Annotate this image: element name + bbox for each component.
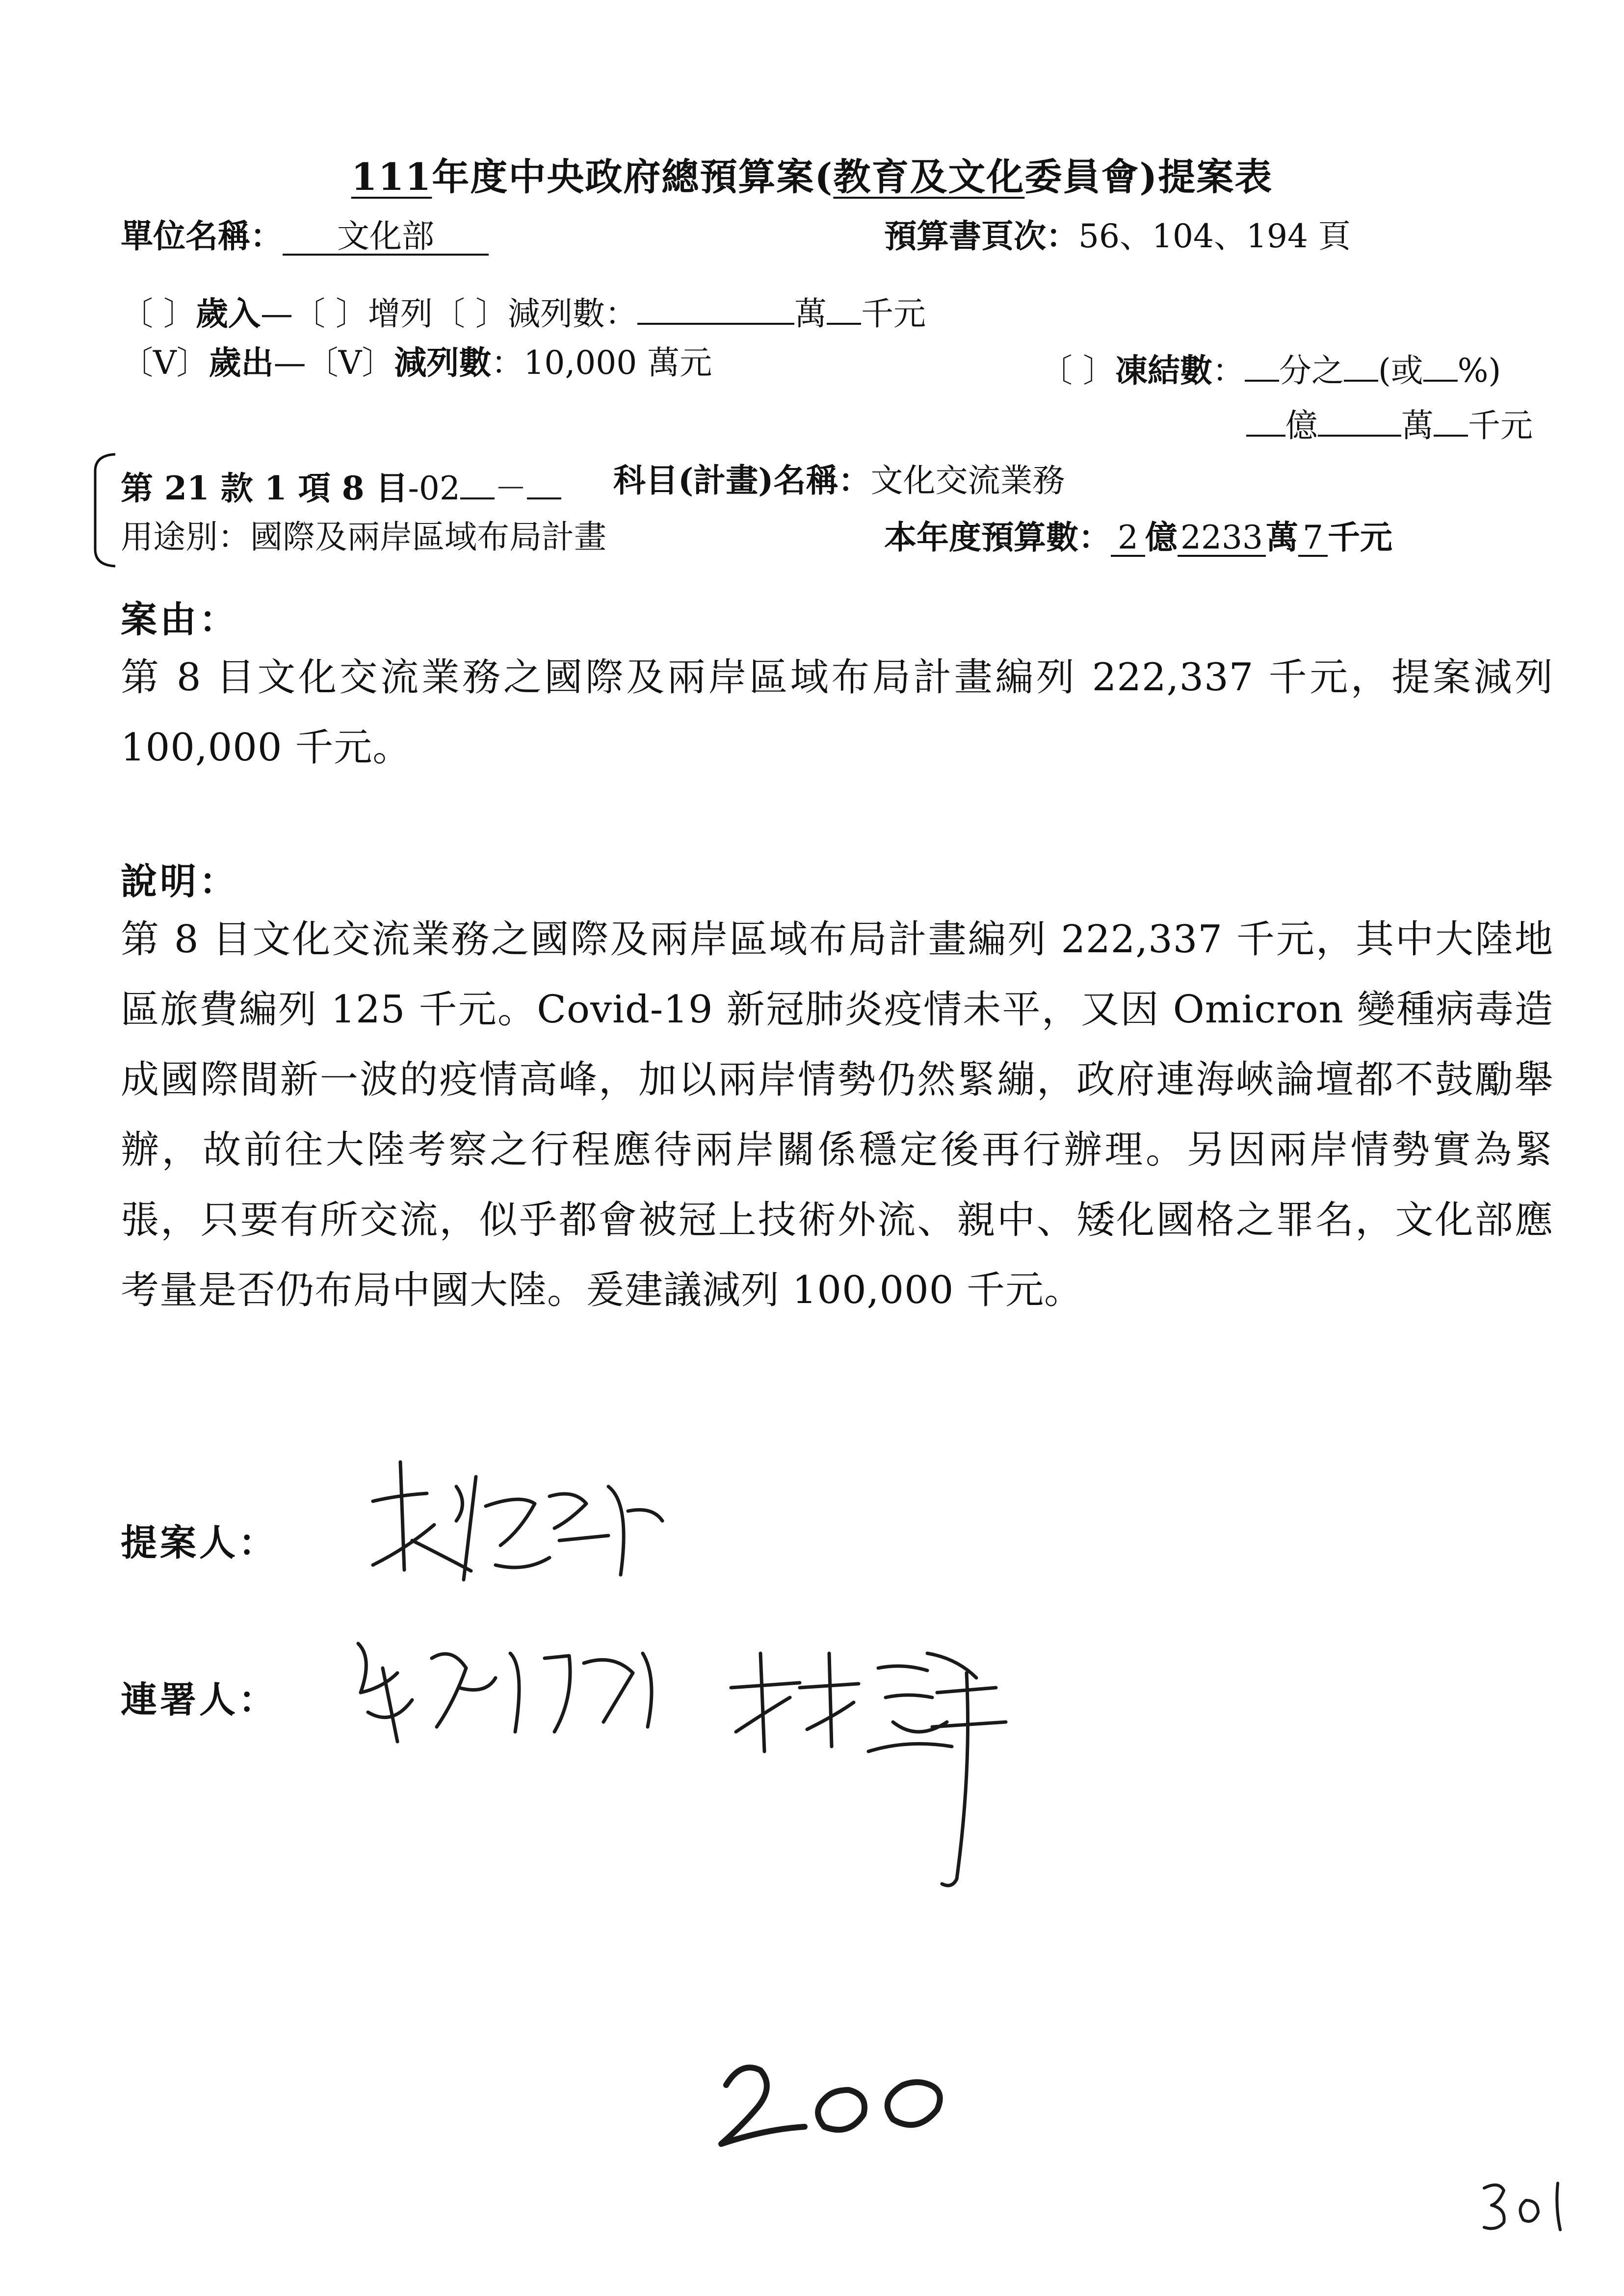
proposer-label: 提案人：	[121, 1522, 278, 1564]
proposer-signature	[353, 1442, 677, 1619]
handwritten-number-200	[707, 2041, 962, 2154]
expenditure-row	[121, 343, 712, 382]
title-year: 111	[351, 155, 432, 199]
revenue-dash: —	[260, 295, 293, 333]
freeze-check: 〔 〕	[1040, 352, 1115, 390]
budget-row	[884, 518, 1392, 557]
freeze-huo: (或	[1378, 352, 1423, 390]
freeze-pct-blank	[1423, 346, 1458, 382]
item-code-blank1	[460, 464, 495, 499]
expenditure-value: ：10,000 萬元	[491, 344, 712, 382]
expenditure-label: 歲出	[209, 343, 274, 382]
revenue-check: 〔 〕	[121, 295, 196, 333]
cosigner-signature-1	[339, 1614, 682, 1771]
subject-value: 文化交流業務	[870, 462, 1065, 499]
unit-row	[121, 217, 489, 256]
revenue-label: 歲入	[195, 294, 261, 333]
revenue-qian-blank	[827, 289, 861, 325]
budget-wan-num: 2233	[1178, 522, 1266, 557]
freeze-qian-blank	[1434, 401, 1468, 437]
revenue-qian: 千元	[861, 295, 926, 333]
budget-wan: 萬	[1266, 518, 1298, 556]
item-dash: －	[494, 470, 527, 507]
subject-label: 科目(計畫)名稱：	[613, 461, 871, 499]
freeze-row	[1040, 346, 1501, 390]
item-code-blank2	[527, 464, 561, 499]
cosigner-signature-2	[721, 1624, 1016, 1899]
bracket-mark	[88, 451, 118, 569]
document-title	[0, 147, 1624, 201]
freeze-den-blank	[1344, 346, 1378, 382]
reason-heading: 案由：	[121, 599, 238, 641]
use-row	[121, 518, 606, 556]
revenue-dec-label: 減列數：	[507, 295, 637, 333]
subject-row	[613, 461, 1065, 499]
freeze-yi: 億	[1285, 407, 1318, 444]
expenditure-dec-label: 減列數	[394, 343, 492, 382]
freeze-label: 凍結數	[1115, 351, 1212, 390]
expenditure-check: 〔V〕	[121, 344, 209, 382]
title-part2: 委員會)提案表	[1024, 155, 1273, 199]
page-number-text: 301	[1492, 2257, 1520, 2274]
expenditure-dec-check: 〔V〕	[306, 344, 394, 382]
freeze-wan: 萬	[1401, 407, 1434, 444]
title-committee: 教育及文化	[833, 155, 1025, 199]
freeze-pct: %)	[1457, 352, 1501, 390]
revenue-row	[121, 289, 926, 333]
explanation-heading: 說明：	[121, 861, 238, 903]
reason-text: 第 8 目文化交流業務之國際及兩岸區域布局計畫編列 222,337 千元，提案減列 100,000 千元。	[121, 655, 1553, 770]
revenue-inc-label: 增列	[367, 295, 433, 333]
pages-row	[884, 217, 1351, 255]
pages-value: 56、104、194 頁	[1078, 217, 1351, 255]
unit-label: 單位名稱：	[121, 217, 283, 255]
expenditure-dash: —	[273, 344, 306, 382]
item-code: -02	[408, 470, 460, 507]
pages-label: 預算書頁次：	[884, 217, 1078, 255]
explanation-text: 第 8 目文化交流業務之國際及兩岸區域布局計畫編列 222,337 千元，其中大陸地區旅費編列 125 千元。Covid-19 新冠肺炎疫情未平，又因 Omicron 變種病毒造成國際間新一波的疫情高峰，加以兩岸情勢仍然緊繃，政府連海峽論壇都不鼓勵舉辦，故前往大陸考察之行程應待兩岸關係穩定後再行辦理。另因兩岸情勢實為緊張，只要有所交流，似乎都會被冠上技術外流、親中、矮化國格之罪名，文化部應考量是否仍布局中國大陸。爰建議減列 100,000 千元。	[121, 917, 1553, 1312]
budget-label: 本年度預算數：	[884, 518, 1111, 556]
use-value: 國際及兩岸區域布局計畫	[250, 518, 606, 556]
freeze-amount-row	[1246, 401, 1533, 442]
freeze-yi-blank	[1246, 401, 1285, 437]
title-part1: 年度中央政府總預算案(	[432, 155, 834, 199]
freeze-qian: 千元	[1468, 407, 1533, 444]
freeze-num-blank	[1245, 346, 1279, 382]
cosigners-label: 連署人：	[121, 1679, 278, 1721]
budget-qian-num: 7	[1298, 522, 1328, 557]
revenue-blank	[637, 289, 794, 325]
freeze-wan-blank	[1318, 401, 1401, 437]
item-row	[121, 464, 561, 505]
budget-yi-num: 2	[1111, 522, 1145, 557]
freeze-colon: ：	[1212, 352, 1245, 390]
use-label: 用途別：	[121, 518, 250, 556]
budget-qian: 千元	[1328, 518, 1392, 556]
freeze-fen: 分之	[1279, 352, 1344, 390]
revenue-dec-check: 〔 〕	[432, 295, 508, 333]
handwritten-number-text: 200	[800, 2154, 838, 2176]
item-kuan: 第 21 款 1 項 8 目	[121, 469, 408, 507]
page-number-301	[1477, 2173, 1570, 2237]
revenue-inc-check: 〔 〕	[292, 295, 368, 333]
budget-yi: 億	[1145, 518, 1178, 556]
unit-value: 文化部	[283, 220, 489, 256]
revenue-wan: 萬	[794, 295, 827, 333]
